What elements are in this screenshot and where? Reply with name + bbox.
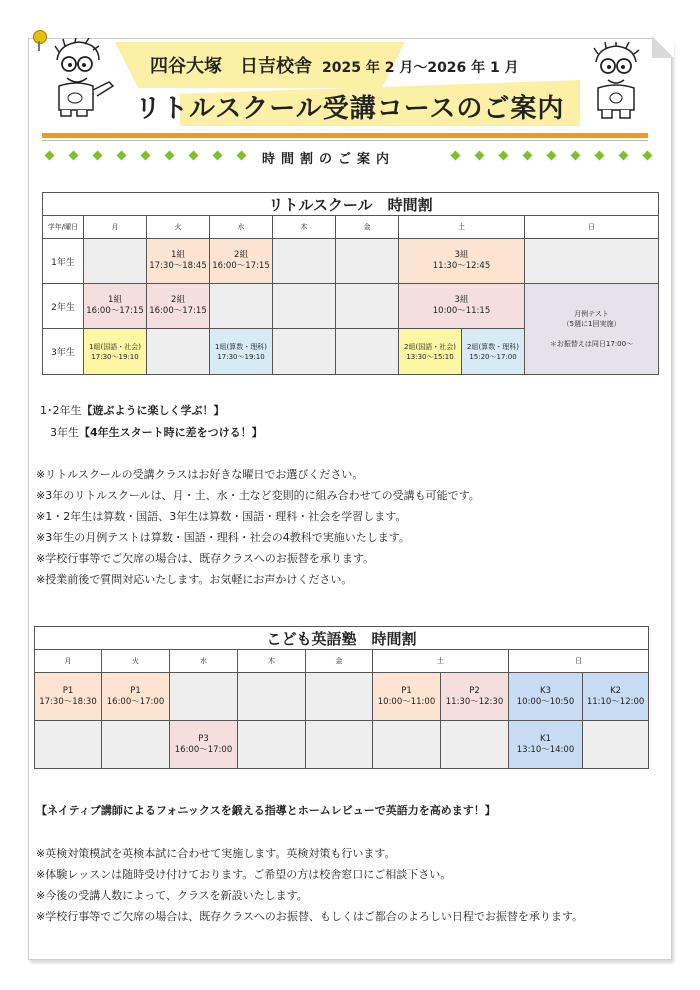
english-slogan: 【ネイティブ講師によるフォニックスを鍛える指導とホームレビューで英語力を高めます！】 <box>36 804 496 817</box>
header-cell: 金 <box>336 216 399 239</box>
little-table-title: リトルスクール 時間割 <box>43 193 659 216</box>
empty-cell <box>441 721 509 769</box>
empty-cell <box>84 239 147 284</box>
diamond-icon <box>451 151 461 161</box>
header-cell: 月 <box>84 216 147 239</box>
class-cell: 1組(国語・社会) 17:30～19:10 <box>84 329 147 375</box>
empty-cell <box>273 329 336 375</box>
slogan-text: 【遊ぶように楽しく学ぶ！】 <box>81 404 225 417</box>
empty-cell <box>336 239 399 284</box>
mascot-left-icon <box>45 38 117 118</box>
note-line: ※リトルスクールの受講クラスはお好きな曜日でお選びください。 <box>36 468 364 481</box>
empty-cell <box>238 721 306 769</box>
header-cell: 火 <box>147 216 210 239</box>
note-line: ※体験レッスンは随時受け付けております。ご希望の方は校舎窓口にご相談下さい。 <box>36 868 452 881</box>
diamond-icon <box>117 151 127 161</box>
empty-cell <box>336 284 399 329</box>
diamond-icon <box>499 151 509 161</box>
header-cell: 学年/曜日 <box>43 216 84 239</box>
class-cell: P3 16:00～17:00 <box>170 721 238 769</box>
row-label: 1年生 <box>43 239 84 284</box>
header-cell: 金 <box>306 650 373 673</box>
page-title: リトルスクール受講コースのご案内 <box>135 94 565 124</box>
empty-cell <box>273 284 336 329</box>
diamond-icon <box>475 151 485 161</box>
empty-cell <box>525 239 659 284</box>
slogan-text: 【4年生スタート時に差をつける！】 <box>79 426 263 439</box>
mascot-right-icon <box>588 42 644 122</box>
header-cell: 日 <box>525 216 659 239</box>
diamond-icon <box>523 151 533 161</box>
empty-cell <box>373 721 441 769</box>
english-table-title: こども英語塾 時間割 <box>35 627 649 650</box>
class-cell: 3組 10:00～11:15 <box>399 284 525 329</box>
note-line: ※授業前後で質問対応いたします。お気軽にお声かけください。 <box>36 573 353 586</box>
class-cell: P1 16:00～17:00 <box>102 673 170 721</box>
header-cell: 土 <box>399 216 525 239</box>
diamond-icon <box>237 151 247 161</box>
empty-cell <box>35 721 102 769</box>
little-school-table <box>42 192 659 375</box>
class-cell: K2 11:10～12:00 <box>583 673 649 721</box>
class-cell: 1組(算数・理科) 17:30～19:10 <box>210 329 273 375</box>
class-cell: K1 13:10～14:00 <box>509 721 583 769</box>
row-label: 2年生 <box>43 284 84 329</box>
slogan-line-2 <box>50 424 263 440</box>
header-cell: 木 <box>238 650 306 673</box>
empty-cell <box>583 721 649 769</box>
page-fold <box>652 36 674 58</box>
diamond-icon <box>141 151 151 161</box>
class-cell: 3組 11:30～12:45 <box>399 239 525 284</box>
diamond-icon <box>619 151 629 161</box>
note-line: ※3年生の月例テストは算数・国語・理科・社会の4教科で実施いたします。 <box>36 531 410 544</box>
header-cell: 月 <box>35 650 102 673</box>
class-cell: 2組 16:00～17:15 <box>210 239 273 284</box>
empty-cell <box>210 284 273 329</box>
grey-divider <box>42 140 648 141</box>
row-label: 3年生 <box>43 329 84 375</box>
note-line: ※今後の受講人数によって、クラスを新設いたします。 <box>36 889 308 902</box>
note-line: ※3年のリトルスクールは、月・土、水・土など変則的に組み合わせての受講も可能です。 <box>36 489 480 502</box>
class-cell: 2組(算数・理科) 15:20～17:00 <box>462 329 524 374</box>
empty-cell <box>170 673 238 721</box>
diamond-icon <box>93 151 103 161</box>
class-cell: P1 10:00～11:00 <box>373 673 441 721</box>
orange-divider <box>42 133 648 138</box>
header-cell: 水 <box>170 650 238 673</box>
diamond-icon <box>643 151 653 161</box>
diamond-icon <box>595 151 605 161</box>
class-cell: P1 17:30～18:30 <box>35 673 102 721</box>
sunday-test-cell: 月例テスト （5週に1回実施） ＊お振替えは同日17:00～ <box>525 284 659 375</box>
header-cell: 木 <box>273 216 336 239</box>
empty-cell <box>147 329 210 375</box>
slogan-line-1 <box>40 402 225 418</box>
saturday-split-cell <box>399 329 525 375</box>
empty-cell <box>306 673 373 721</box>
class-cell: K3 10:00～10:50 <box>509 673 583 721</box>
school-name <box>150 52 519 78</box>
english-table <box>34 626 649 769</box>
class-cell: 1組 16:00～17:15 <box>84 284 147 329</box>
diamond-icon <box>547 151 557 161</box>
header-cell: 土 <box>373 650 509 673</box>
class-cell: 1組 17:30～18:45 <box>147 239 210 284</box>
header-cell: 日 <box>509 650 649 673</box>
empty-cell <box>102 721 170 769</box>
header-cell: 火 <box>102 650 170 673</box>
note-line: ※1・2年生は算数・国語、3年生は算数・国語・理科・社会を学習します。 <box>36 510 407 523</box>
header-cell: 水 <box>210 216 273 239</box>
school-label: 四谷大塚 日吉校舎 <box>150 56 312 77</box>
diamond-icon <box>69 151 79 161</box>
class-cell: P2 11:30～12:30 <box>441 673 509 721</box>
diamond-icon <box>189 151 199 161</box>
period-label: 2025 年 2 月～2026 年 1 月 <box>322 60 519 76</box>
diamond-icon <box>45 151 55 161</box>
class-cell: 2組(国語・社会) 13:30～15:10 <box>399 329 462 374</box>
class-cell: 2組 16:00～17:15 <box>147 284 210 329</box>
empty-cell <box>238 673 306 721</box>
slogan-prefix: 1･2年生 <box>40 404 82 417</box>
empty-cell <box>273 239 336 284</box>
note-line: ※学校行事等でご欠席の場合は、既存クラスへのお振替を承ります。 <box>36 552 375 565</box>
diamond-icon <box>571 151 581 161</box>
empty-cell <box>336 329 399 375</box>
section-heading: 時間割のご案内 <box>262 152 396 167</box>
diamond-icon <box>213 151 223 161</box>
slogan-prefix: 3年生 <box>50 426 79 439</box>
note-line: ※学校行事等でご欠席の場合は、既存クラスへのお振替、もしくはご都合のよろしい日程でお振替を承ります。 <box>36 910 584 923</box>
empty-cell <box>306 721 373 769</box>
diamond-icon <box>165 151 175 161</box>
note-line: ※英検対策模試を英検本試に合わせて実施します。英検対策も行います。 <box>36 847 396 860</box>
